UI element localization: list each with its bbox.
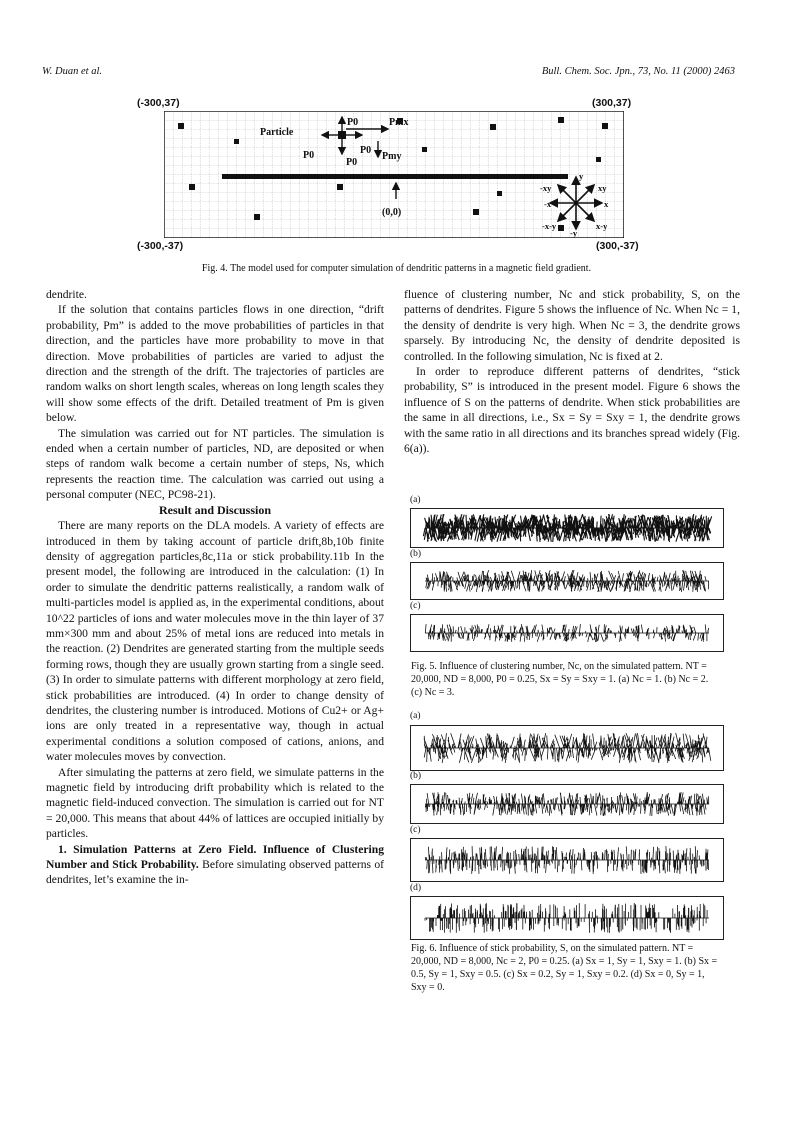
compass-label-xy: xy bbox=[598, 183, 607, 193]
left-column bbox=[46, 287, 384, 888]
fig5-label-b: (b) bbox=[410, 549, 422, 559]
fig4-simulation-lattice bbox=[164, 111, 624, 238]
fig5-panel-a-dendrite-pattern bbox=[411, 509, 723, 547]
compass-label-x: x bbox=[604, 199, 609, 209]
fig4-corner-top-left: (-300,37) bbox=[137, 97, 180, 109]
fig6-panel-a-dendrite-pattern bbox=[411, 726, 723, 770]
paragraph: The simulation was carried out for NT particles. The simulation is ended when a certain number of particles, ND, are deposited or when steps of random walk become a certain number of steps, Ns, which represents the reaction time. The calculation was carried out using a personal computer (NEC, PC98-21). bbox=[46, 426, 384, 502]
paragraph: After simulating the patterns at zero field, we simulate patterns in the magnetic field by introducing drift probability which is related to the magnetic field-induced convection. The simulation is carried out for NT = 20,000. This means that about 44% of lattices are occupied initially by particles. bbox=[46, 765, 384, 841]
running-header-authors: W. Duan et al. bbox=[42, 66, 102, 77]
fig6-label-b: (b) bbox=[410, 771, 422, 781]
fig4-corner-bottom-left: (-300,-37) bbox=[137, 240, 184, 252]
fig5-label-a: (a) bbox=[410, 495, 421, 505]
fig6-panel-c bbox=[410, 838, 724, 882]
fig6-panel-b bbox=[410, 784, 724, 824]
fig6-label-a: (a) bbox=[410, 711, 421, 721]
fig4-label-particle: Particle bbox=[260, 127, 294, 138]
fig5-panel-a bbox=[410, 508, 724, 548]
compass-label-neg-x: -x bbox=[544, 199, 552, 209]
section-heading: Result and Discussion bbox=[158, 502, 272, 517]
fig4-label-p0-top: P0 bbox=[347, 117, 359, 128]
fig6-panel-d bbox=[410, 896, 724, 940]
fig4-label-origin: (0,0) bbox=[382, 207, 402, 218]
fig4-label-pmy: Pmy bbox=[382, 151, 402, 162]
fig6-panel-a bbox=[410, 725, 724, 771]
fig4-label-p0-right: P0 bbox=[360, 145, 372, 156]
fig6-panel-d-dendrite-pattern bbox=[411, 897, 723, 939]
paragraph: dendrite. bbox=[46, 288, 87, 301]
compass-label-neg-x-neg-y: -x-y bbox=[542, 221, 557, 231]
running-header-journal: Bull. Chem. Soc. Jpn., 73, No. 11 (2000) 2463 bbox=[541, 66, 735, 77]
fig4-corner-bottom-right: (300,-37) bbox=[596, 240, 639, 252]
paragraph: fluence of clustering number, Nc and stick probability, S, on the patterns of dendrites. Figure 5 shows the influence of Nc. When Nc = 1, the density of dendrite is very high. When Nc = 3, the dendrite grows sparsely. By introducing Nc, the density of dendrite deposited is controlled. In the following simulation, Nc is fixed at 2. bbox=[404, 288, 740, 363]
fig4-caption: Fig. 4. The model used for computer simulation of dendritic patterns in a magnetic field gradient. bbox=[201, 263, 592, 274]
fig5-label-c: (c) bbox=[410, 601, 421, 611]
fig5-panel-b bbox=[410, 562, 724, 600]
compass-label-neg-y: -y bbox=[570, 228, 578, 238]
fig5-panel-b-dendrite-pattern bbox=[411, 563, 723, 599]
subsection-heading: 1. Simulation Patterns at Zero Field. Influence of Clustering Number and Stick Probability. bbox=[46, 842, 384, 872]
paragraph: There are many reports on the DLA models. A variety of effects are introduced in them by taking account of particle drift,8b,10b finite density of aggregation particles,8c,11a or stick probability.11b In the present model, the following are introduced in the calculation: (1) In order to simulate the dendritic patterns realistically, a random walk of multi-particles model is applied as, in the experimental conditions, about 10^22 particles of ions and water molecules move in the thin layer of 37 mm×300 mm and about 25% of metal ions are reduced into metals in the reaction. (2) Dendrites are generated starting from the multiple seeds forming rows, though they are usually grown starting from a single seed. (3) In order to simulate patterns with different morphology at zero field, stick probabilities are introduced. (4) In order to change density of dendrites, the clustering number is introduced. Motions of Cu2+ or Ag+ ions are only treated in a representative way, though in actual experimental conditions a solution composed of cations, anions, and water molecules moves by convection. bbox=[46, 519, 384, 764]
fig4-label-p0-left: P0 bbox=[303, 150, 315, 161]
fig6-panel-c-dendrite-pattern bbox=[411, 839, 723, 881]
fig4-label-pmx: Pmx bbox=[389, 117, 409, 128]
paragraph: In order to reproduce different patterns of dendrites, “stick probability, S” is introduced in the present model. Figure 6 shows the influence of S on the patterns of dendrite. When stick probabilities are the same in all directions, i.e., Sx = Sy = Sxy = 1, the dendrite grows with the same ratio in all directions and its branches spread widely (Fig. 6(a)). bbox=[404, 365, 740, 456]
fig5-caption: Fig. 5. Influence of clustering number, Nc, on the simulated pattern. NT = 20,000, ND = 8,000, P0 = 0.25, Sx = Sy = Sxy = 1. (a) Nc = 1. (b) Nc = 2. (c) Nc = 3. bbox=[411, 661, 709, 698]
paragraph-text: Before simulating observed patterns of dendrites, let’s examine the in- bbox=[46, 858, 384, 887]
paragraph bbox=[46, 842, 384, 888]
fig5-panel-c bbox=[410, 614, 724, 652]
fig4-corner-top-right: (300,37) bbox=[592, 97, 632, 109]
compass-label-neg-xy: -xy bbox=[540, 183, 552, 193]
right-column bbox=[404, 287, 740, 456]
fig5-panel-c-dendrite-pattern bbox=[411, 615, 723, 651]
fig6-label-d: (d) bbox=[410, 883, 422, 893]
fig6-caption: Fig. 6. Influence of stick probability, S, on the simulated pattern. NT = 20,000, ND = 8,000, Nc = 2, P0 = 0.25. (a) Sx = 1, Sy = 1, Sxy = 1. (b) Sx = 0.5, Sy = 1, Sxy = 0.5. (c) Sx = 0.2, Sy = 1, Sxy = 0.2. (d) Sx = 0, Sy = 1, Sxy = 0. bbox=[411, 943, 718, 993]
compass-label-y: y bbox=[579, 171, 584, 181]
fig6-label-c: (c) bbox=[410, 825, 421, 835]
paragraph: If the solution that contains particles flows in one direction, “drift probability, Pm” is added to the move probabilities of particles in that direction, and the particles have more probability to move in that direction. Move probabilities of particles are varied to adjust the direction and the strength of the drift. The trajectories of particles are random walks on short length scales, whereas on long length scales they will show some effects of the drift. Detailed treatment of Pm is given below. bbox=[46, 303, 384, 425]
fig4-label-p0-bottom: P0 bbox=[346, 157, 358, 168]
seed-row bbox=[222, 174, 568, 179]
compass-label-x-neg-y: x-y bbox=[596, 221, 608, 231]
fig6-panel-b-dendrite-pattern bbox=[411, 785, 723, 823]
